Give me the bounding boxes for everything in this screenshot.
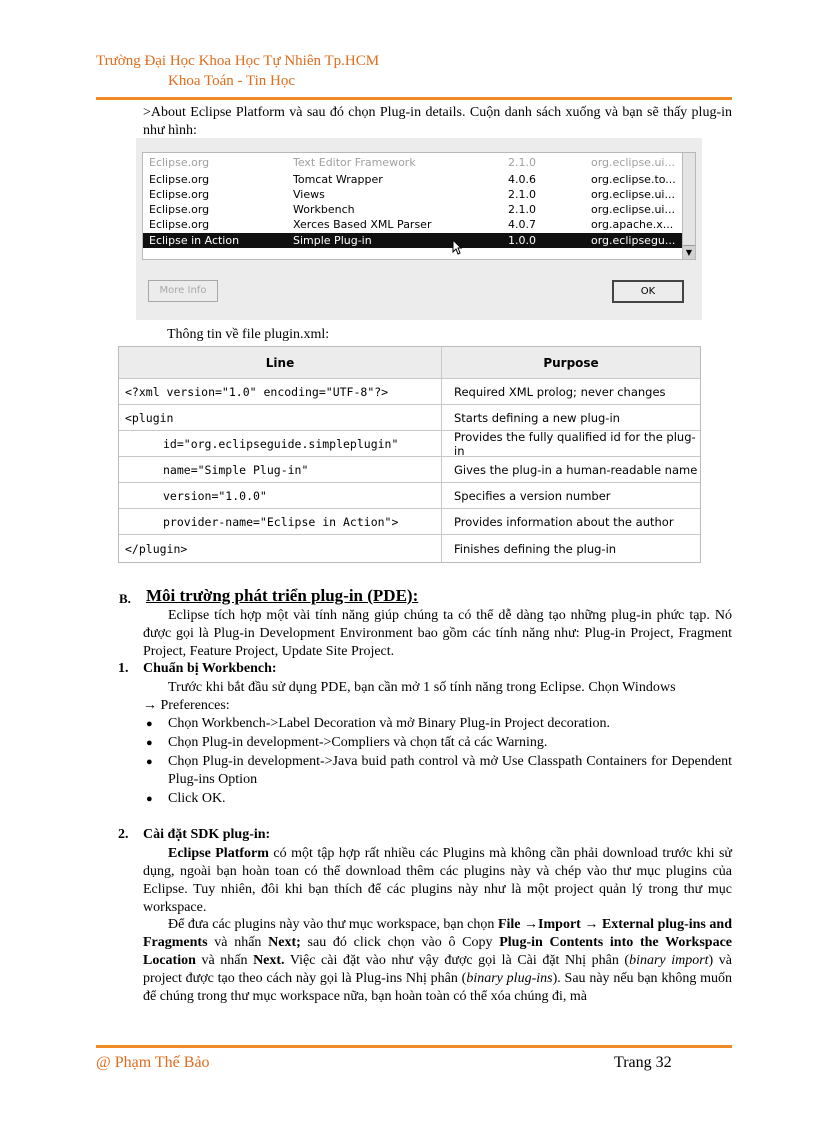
table-row: <plugin Starts defining a new plug-in: [119, 405, 700, 431]
plugin-details-screenshot: [136, 138, 702, 320]
section-2-paragraph-2: Để đưa các plugins này vào thư mục workspace, bạn chọn File →Import → External plug-ins and Fragments và nhấn Next; sau đó click chọn vào ô Copy Plug-in Contents into the Workspace Location và nhấn Next. Việc cài đặt vào như vậy được gọi là Cài đặt Nhị phân (binary import) và project được tạo theo cách này gọi là Plug-ins Nhị phân (binary plug-ins). Sau này nếu bạn không muốn để chúng trong thư mục workspace nữa, bạn hoàn toàn có thể xóa chúng đi, mà: [143, 917, 732, 1004]
header-rule: [96, 97, 732, 100]
list-item[interactable]: Eclipse.org Tomcat Wrapper 4.0.6 org.eclipse.to...: [149, 173, 676, 186]
list-item[interactable]: Eclipse.org Text Editor Framework 2.1.0 org.eclipse.ui...: [149, 156, 675, 169]
header-university: Trường Đại Học Khoa Học Tự Nhiên Tp.HCM: [96, 53, 380, 69]
header-line: Line: [119, 347, 442, 378]
list-item: Click OK.: [168, 791, 226, 806]
ok-button[interactable]: OK: [612, 280, 684, 303]
bullet-icon: ●: [146, 737, 153, 749]
table-row: <?xml version="1.0" encoding="UTF-8"?> Required XML prolog; never changes: [119, 379, 700, 405]
section-1-paragraph: Trước khi bắt đầu sử dụng PDE, bạn cần mở 1 số tính năng trong Eclipse. Chọn Windows: [168, 680, 676, 695]
table-row: id="org.eclipseguide.simpleplugin" Provides the fully qualified id for the plug-in: [119, 431, 700, 457]
list-item[interactable]: Eclipse.org Views 2.1.0 org.eclipse.ui...: [149, 188, 675, 201]
header-purpose: Purpose: [543, 355, 599, 370]
page-number: Trang 32: [614, 1054, 672, 1071]
list-item-selected[interactable]: Eclipse in Action Simple Plug-in 1.0.0 org.eclipsegu...: [143, 233, 683, 248]
plugin-xml-table: [118, 346, 701, 563]
header-faculty: Khoa Toán - Tin Học: [168, 73, 296, 89]
section-2-number: 2.: [118, 827, 129, 842]
bullet-icon: ●: [146, 793, 153, 805]
bullet-icon: ●: [146, 718, 153, 730]
section-1-paragraph-2: → Preferences:: [143, 698, 230, 713]
table-row: name="Simple Plug-in" Gives the plug-in a human-readable name: [119, 457, 700, 483]
list-scrollbar[interactable]: [682, 152, 696, 260]
section-b-letter: B.: [119, 591, 131, 606]
table-row: provider-name="Eclipse in Action"> Provides information about the author: [119, 509, 700, 535]
list-item: Chọn Plug-in development->Compliers và chọn tất cả các Warning.: [168, 735, 548, 750]
mouse-pointer-icon: [452, 239, 462, 258]
table-row: version="1.0.0" Specifies a version number: [119, 483, 700, 509]
bullet-icon: ●: [146, 756, 153, 768]
table-header: [119, 347, 700, 379]
section-2-paragraph-1: Eclipse Platform có một tập hợp rất nhiều các Plugins mà không cần phải download trước khi sử dụng, ngoài bạn hoàn toan có thể download thêm các plugins này và chép vào thư mục plugins của Eclipse. Tuy nhiên, đôi khi bạn thích để các plugins này như là một project quản lý trong thư mục workspace.: [143, 846, 733, 915]
footer-author: @ Phạm Thế Bảo: [96, 1054, 210, 1071]
list-item: Chọn Plug-in development->Java buid path control và mở Use Classpath Containers for Dependent Plug-ins Option: [168, 754, 732, 787]
list-item: Chọn Workbench->Label Decoration và mở Binary Plug-in Project decoration.: [168, 716, 610, 731]
section-1-title: Chuẩn bị Workbench:: [143, 661, 277, 676]
section-b-paragraph: Eclipse tích hợp một vài tính năng giúp chúng ta có thể dễ dàng tạo những plug-in phức tạp. Nó được gọi là Plug-in Development Environment bao gồm các tính năng như: Plug-in Project, Fragment Project, Feature Project, Update Site Project.: [143, 608, 732, 659]
section-b-title: Môi trường phát triển plug-in (PDE):: [146, 586, 419, 605]
list-item[interactable]: Eclipse.org Workbench 2.1.0 org.eclipse.ui...: [149, 203, 675, 216]
section-2-title: Cài đặt SDK plug-in:: [143, 827, 271, 842]
section-1-number: 1.: [118, 661, 129, 676]
table-row: </plugin> Finishes defining the plug-in: [119, 535, 700, 562]
more-info-button[interactable]: More Info: [148, 280, 218, 302]
plugin-list[interactable]: [142, 152, 682, 260]
intro-paragraph: >About Eclipse Platform và sau đó chọn Plug-in details. Cuộn danh sách xuống và bạn sẽ thấy plug-in như hình:: [143, 105, 732, 138]
footer-rule: [96, 1045, 732, 1048]
list-item[interactable]: Eclipse.org Xerces Based XML Parser 4.0.7 org.apache.x...: [149, 218, 674, 231]
table-caption: Thông tin về file plugin.xml:: [167, 327, 330, 342]
scroll-down-icon[interactable]: ▼: [683, 245, 695, 259]
